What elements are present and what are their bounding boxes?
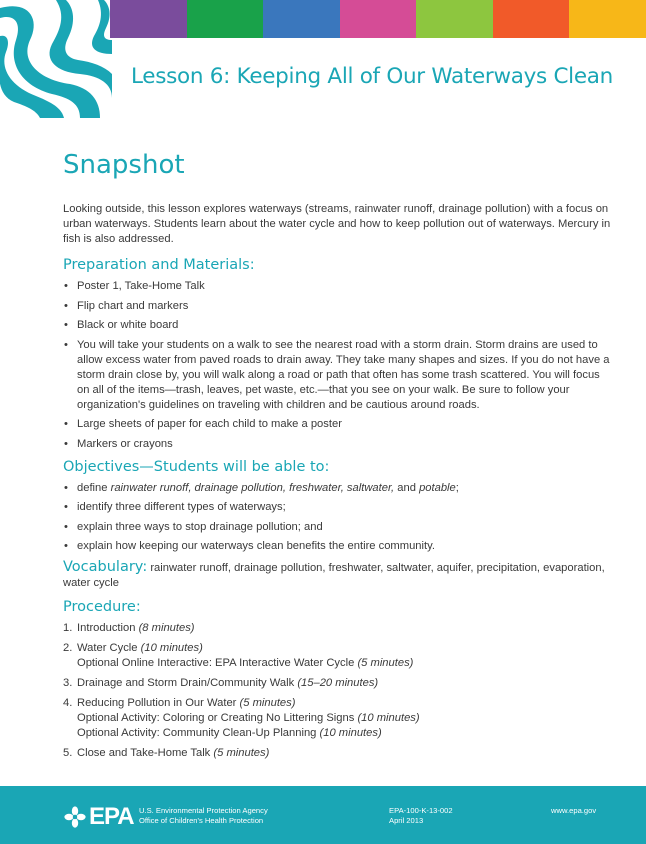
step-number: 4. (63, 697, 73, 709)
step-text: Close and Take-Home Talk (77, 747, 214, 759)
list-item: • identify three different types of waterways; (63, 500, 615, 515)
list-item: • Black or white board (63, 318, 615, 333)
vocabulary-heading: Vocabulary: (63, 559, 148, 575)
term: potable (419, 481, 456, 494)
epa-logo (64, 803, 134, 831)
document-id: EPA-100-K-13-002 (389, 806, 453, 815)
sub-step-text: Optional Online Interactive: EPA Interactive Water Cycle (77, 657, 358, 669)
document-date: April 2013 (389, 816, 424, 825)
text: ; (455, 481, 459, 494)
objectives-list (63, 481, 615, 555)
list-item: • Large sheets of paper for each child to make a poster (63, 417, 615, 432)
epa-logo-text: EPA (89, 803, 134, 830)
preparation-heading: Preparation and Materials: (63, 257, 255, 273)
procedure-step (63, 641, 615, 671)
sub-step (77, 656, 615, 671)
document-info (389, 806, 453, 826)
step-time: (10 minutes) (140, 642, 203, 654)
step-text: Reducing Pollution in Our Water (77, 697, 240, 709)
list-item: • Flip chart and markers (63, 299, 615, 314)
sub-step (77, 711, 615, 726)
color-stripe (493, 0, 570, 38)
intro-paragraph: Looking outside, this lesson explores waterways (streams, rainwater runoff, drainage pollution) with a focus on urban waterways. Students learn about the water cycle and how to keep pollution out of waterways. Mercury in fish is also addressed. (63, 203, 611, 245)
epa-flower-icon (64, 806, 86, 828)
preparation-list (63, 279, 615, 452)
main-content (63, 202, 615, 766)
sub-step-time: (10 minutes) (357, 712, 420, 724)
agency-line: U.S. Environmental Protection Agency (139, 806, 268, 815)
step-text: Drainage and Storm Drain/Community Walk (77, 677, 298, 689)
section-title-snapshot: Snapshot (63, 150, 185, 180)
color-stripe (187, 0, 264, 38)
color-stripe (110, 0, 187, 38)
objectives-heading: Objectives—Students will be able to: (63, 458, 330, 475)
step-time: (5 minutes) (213, 747, 270, 759)
sub-step-time: (5 minutes) (357, 657, 414, 669)
sub-step-time: (10 minutes) (319, 727, 382, 739)
river-graphic (0, 0, 112, 118)
list-item: • explain three ways to stop drainage pollution; and (63, 520, 615, 535)
list-item: • Poster 1, Take-Home Talk (63, 279, 615, 294)
agency-name (139, 806, 268, 826)
list-item (63, 481, 615, 496)
procedure-step (63, 676, 615, 691)
sub-step-text: Optional Activity: Coloring or Creating No Littering Signs (77, 712, 358, 724)
vocabulary-paragraph (63, 560, 615, 591)
color-stripe-bar (110, 0, 646, 38)
step-text: Introduction (77, 622, 139, 634)
office-line: Office of Children's Health Protection (139, 816, 264, 825)
vocabulary-text: rainwater runoff, drainage pollution, freshwater, saltwater, aquifer, precipitation, evaporation, water cycle (63, 562, 605, 589)
list-item: • Markers or crayons (63, 437, 615, 452)
procedure-heading: Procedure: (63, 599, 141, 615)
lesson-title: Lesson 6: Keeping All of Our Waterways Clean (131, 64, 613, 89)
step-number: 5. (63, 747, 73, 759)
step-text: Water Cycle (77, 642, 141, 654)
step-time: (8 minutes) (138, 622, 195, 634)
footer-bar (0, 786, 646, 844)
step-number: 2. (63, 642, 73, 654)
color-stripe (340, 0, 417, 38)
step-time: (5 minutes) (239, 697, 296, 709)
sub-step (77, 726, 615, 741)
website-link[interactable]: www.epa.gov (551, 806, 597, 815)
list-item: • explain how keeping our waterways clean benefits the entire community. (63, 539, 615, 554)
procedure-list (63, 621, 615, 761)
color-stripe (263, 0, 340, 38)
procedure-step (63, 696, 615, 741)
text: and (394, 481, 420, 494)
step-number: 3. (63, 677, 73, 689)
sub-step-text: Optional Activity: Community Clean-Up Planning (77, 727, 320, 739)
procedure-step (63, 621, 615, 636)
color-stripe (416, 0, 493, 38)
text: define (77, 481, 111, 494)
step-time: (15–20 minutes) (297, 677, 379, 689)
step-number: 1. (63, 622, 73, 634)
list-item: • You will take your students on a walk to see the nearest road with a storm drain. Storm drains are used to allow excess water from paved roads to drain away. They take many shapes and sizes. If you do not have a storm drain close by, you will walk along a road or path that often has some trash scattered. You will focus on all of the items—trash, leaves, pet waste, etc.—that you see on your walk. Be sure to follow your organization's guidelines on traveling with children and be cautious around roads. (63, 338, 615, 413)
term-list: rainwater runoff, drainage pollution, freshwater, saltwater, (110, 481, 395, 494)
color-stripe (569, 0, 646, 38)
procedure-step (63, 746, 615, 761)
